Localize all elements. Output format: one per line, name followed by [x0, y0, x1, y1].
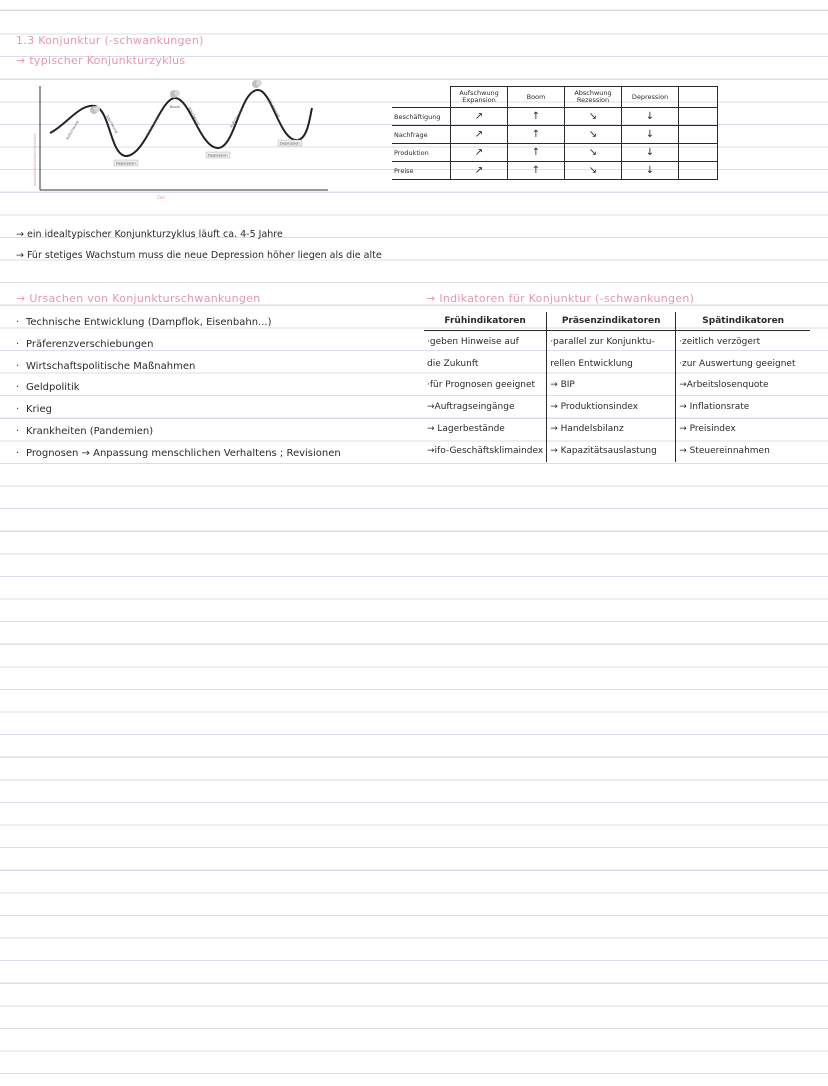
table-cell: → Handelsbilanz: [547, 418, 676, 440]
list-item: · Präferenzverschiebungen: [16, 338, 154, 350]
label-depression-1: Depression: [116, 161, 136, 166]
list-item-text: Präferenzverschiebungen: [26, 338, 154, 350]
label-abschwung-2: Abschwung: [187, 106, 201, 126]
matrix-cell: ↗: [451, 108, 508, 126]
chart-y-axis-label: gesamtwirtschaftliche Produktion: [33, 132, 37, 186]
matrix-row-label: Nachfrage: [392, 126, 451, 144]
matrix-row: [392, 144, 718, 162]
matrix-col-header: Boom: [508, 87, 565, 108]
matrix-cell: [679, 126, 718, 144]
list-item-text: Technische Entwicklung (Dampflok, Eisenbahn...): [26, 317, 272, 328]
table-row: [424, 440, 810, 462]
indicators-col-header: Spätindikatoren: [676, 312, 811, 331]
matrix-col-header: Aufschwung Expansion: [451, 87, 508, 108]
table-cell: →Arbeitslosenquote: [676, 375, 811, 397]
list-item-text: Prognosen → Anpassung menschlichen Verhaltens ; Revisionen: [26, 447, 341, 459]
label-aufschwung-3: Aufschwung: [229, 108, 244, 129]
label-boom-1: Boom: [170, 105, 181, 109]
table-cell: ·für Prognosen geeignet: [427, 380, 536, 391]
table-row: [424, 396, 810, 418]
matrix-header-row: [392, 87, 718, 108]
list-item-text: Wirtschaftspolitische Maßnahmen: [26, 360, 196, 372]
matrix-cell: [679, 144, 718, 162]
peak-blob-1: [90, 106, 100, 114]
table-row: [424, 418, 810, 440]
table-cell: ·geben Hinweise auf: [427, 336, 519, 347]
indicators-header-row: [424, 312, 810, 331]
list-item: · Krankheiten (Pandemien): [16, 425, 154, 437]
list-item-text: Krieg: [26, 404, 52, 416]
matrix-row-label: Preise: [392, 162, 451, 180]
label-aufschwung-2: Aufschwung: [145, 116, 160, 137]
list-item: · Geldpolitik: [16, 382, 80, 394]
section-heading-cycle: → typischer Konjunkturzyklus: [16, 54, 186, 67]
table-row: [424, 375, 810, 397]
matrix-cell: ↘: [565, 162, 622, 180]
table-cell: → Produktionsindex: [547, 396, 676, 418]
indicators-col-header: Frühindikatoren: [424, 312, 547, 331]
label-aufschwung-1: Aufschwung: [65, 120, 80, 141]
table-cell: → Steuereinnahmen: [676, 440, 811, 462]
peak-blob-2: [170, 90, 180, 98]
table-cell: rellen Entwicklung: [547, 353, 676, 375]
matrix-cell: ↗: [451, 162, 508, 180]
matrix-cell: [679, 162, 718, 180]
table-cell: ·zur Auswertung geeignet: [676, 353, 811, 375]
note-cycle-duration: → ein idealtypischer Konjunkturzyklus läuft ca. 4-5 Jahre: [16, 229, 283, 240]
matrix-cell: ↓: [622, 162, 679, 180]
matrix-cell: ↑: [508, 108, 565, 126]
matrix-cell: ↘: [565, 108, 622, 126]
matrix-cell: ↗: [451, 144, 508, 162]
table-cell: die Zukunft: [427, 358, 479, 369]
section-heading-causes: → Ursachen von Konjunkturschwankungen: [16, 292, 261, 305]
label-abschwung-3: Abschwung: [267, 98, 281, 118]
matrix-cell: ↘: [565, 144, 622, 162]
chart-x-axis-label: Zeit: [157, 195, 165, 200]
cycle-matrix-table: [392, 86, 718, 180]
page-title: 1.3 Konjunktur (-schwankungen): [16, 34, 204, 47]
indicators-col-header: Präsenzindikatoren: [547, 312, 676, 331]
table-cell: → Preisindex: [676, 418, 811, 440]
label-depression-2: Depression: [208, 153, 228, 158]
table-cell: ·zeitlich verzögert: [676, 331, 811, 353]
table-row: [424, 331, 810, 353]
cycle-chart: [10, 78, 340, 200]
peak-blob-3: [252, 80, 262, 88]
table-cell: → Inflationsrate: [676, 396, 811, 418]
section-heading-indicators: → Indikatoren für Konjunktur (-schwankungen): [426, 292, 695, 305]
matrix-row: [392, 162, 718, 180]
matrix-col-header: Abschwung Rezession: [565, 87, 622, 108]
list-item-text: Krankheiten (Pandemien): [26, 425, 154, 437]
matrix-cell: ↘: [565, 126, 622, 144]
matrix-col-header: [679, 87, 718, 108]
matrix-cell: ↓: [622, 126, 679, 144]
label-abschwung-1: Abschwung: [105, 114, 119, 134]
matrix-row-label: Beschäftigung: [392, 108, 451, 126]
list-item: · Technische Entwicklung (Dampflok, Eisenbahn...): [16, 317, 272, 328]
causes-list: [16, 312, 341, 465]
matrix-row-label: Produktion: [392, 144, 451, 162]
list-item: · Prognosen → Anpassung menschlichen Verhaltens ; Revisionen: [16, 447, 341, 459]
list-item-text: Geldpolitik: [26, 382, 80, 394]
matrix-col-header: Depression: [622, 87, 679, 108]
matrix-cell: ↗: [451, 126, 508, 144]
matrix-cell: ↑: [508, 126, 565, 144]
note-growth: → Für stetiges Wachstum muss die neue Depression höher liegen als die alte: [16, 250, 382, 261]
indicators-table: [424, 312, 810, 462]
table-cell: →Auftragseingänge: [427, 402, 515, 413]
matrix-cell: ↓: [622, 108, 679, 126]
table-cell: → Lagerbestände: [427, 424, 505, 435]
table-row: [424, 353, 810, 375]
matrix-cell: ↑: [508, 162, 565, 180]
list-item: · Wirtschaftspolitische Maßnahmen: [16, 360, 196, 372]
matrix-cell: ↑: [508, 144, 565, 162]
matrix-row: [392, 108, 718, 126]
label-depression-3: Depression: [280, 141, 300, 146]
table-cell: → Kapazitätsauslastung: [547, 440, 676, 462]
matrix-cell: ↓: [622, 144, 679, 162]
matrix-row: [392, 126, 718, 144]
matrix-cell: [679, 108, 718, 126]
table-cell: →ifo-Geschäftsklimaindex: [427, 445, 544, 456]
table-cell: ·parallel zur Konjunktu-: [547, 331, 676, 353]
cycle-curve: [50, 90, 312, 156]
matrix-corner: [392, 87, 451, 108]
table-cell: → BIP: [547, 375, 676, 397]
list-item: · Krieg: [16, 404, 52, 416]
